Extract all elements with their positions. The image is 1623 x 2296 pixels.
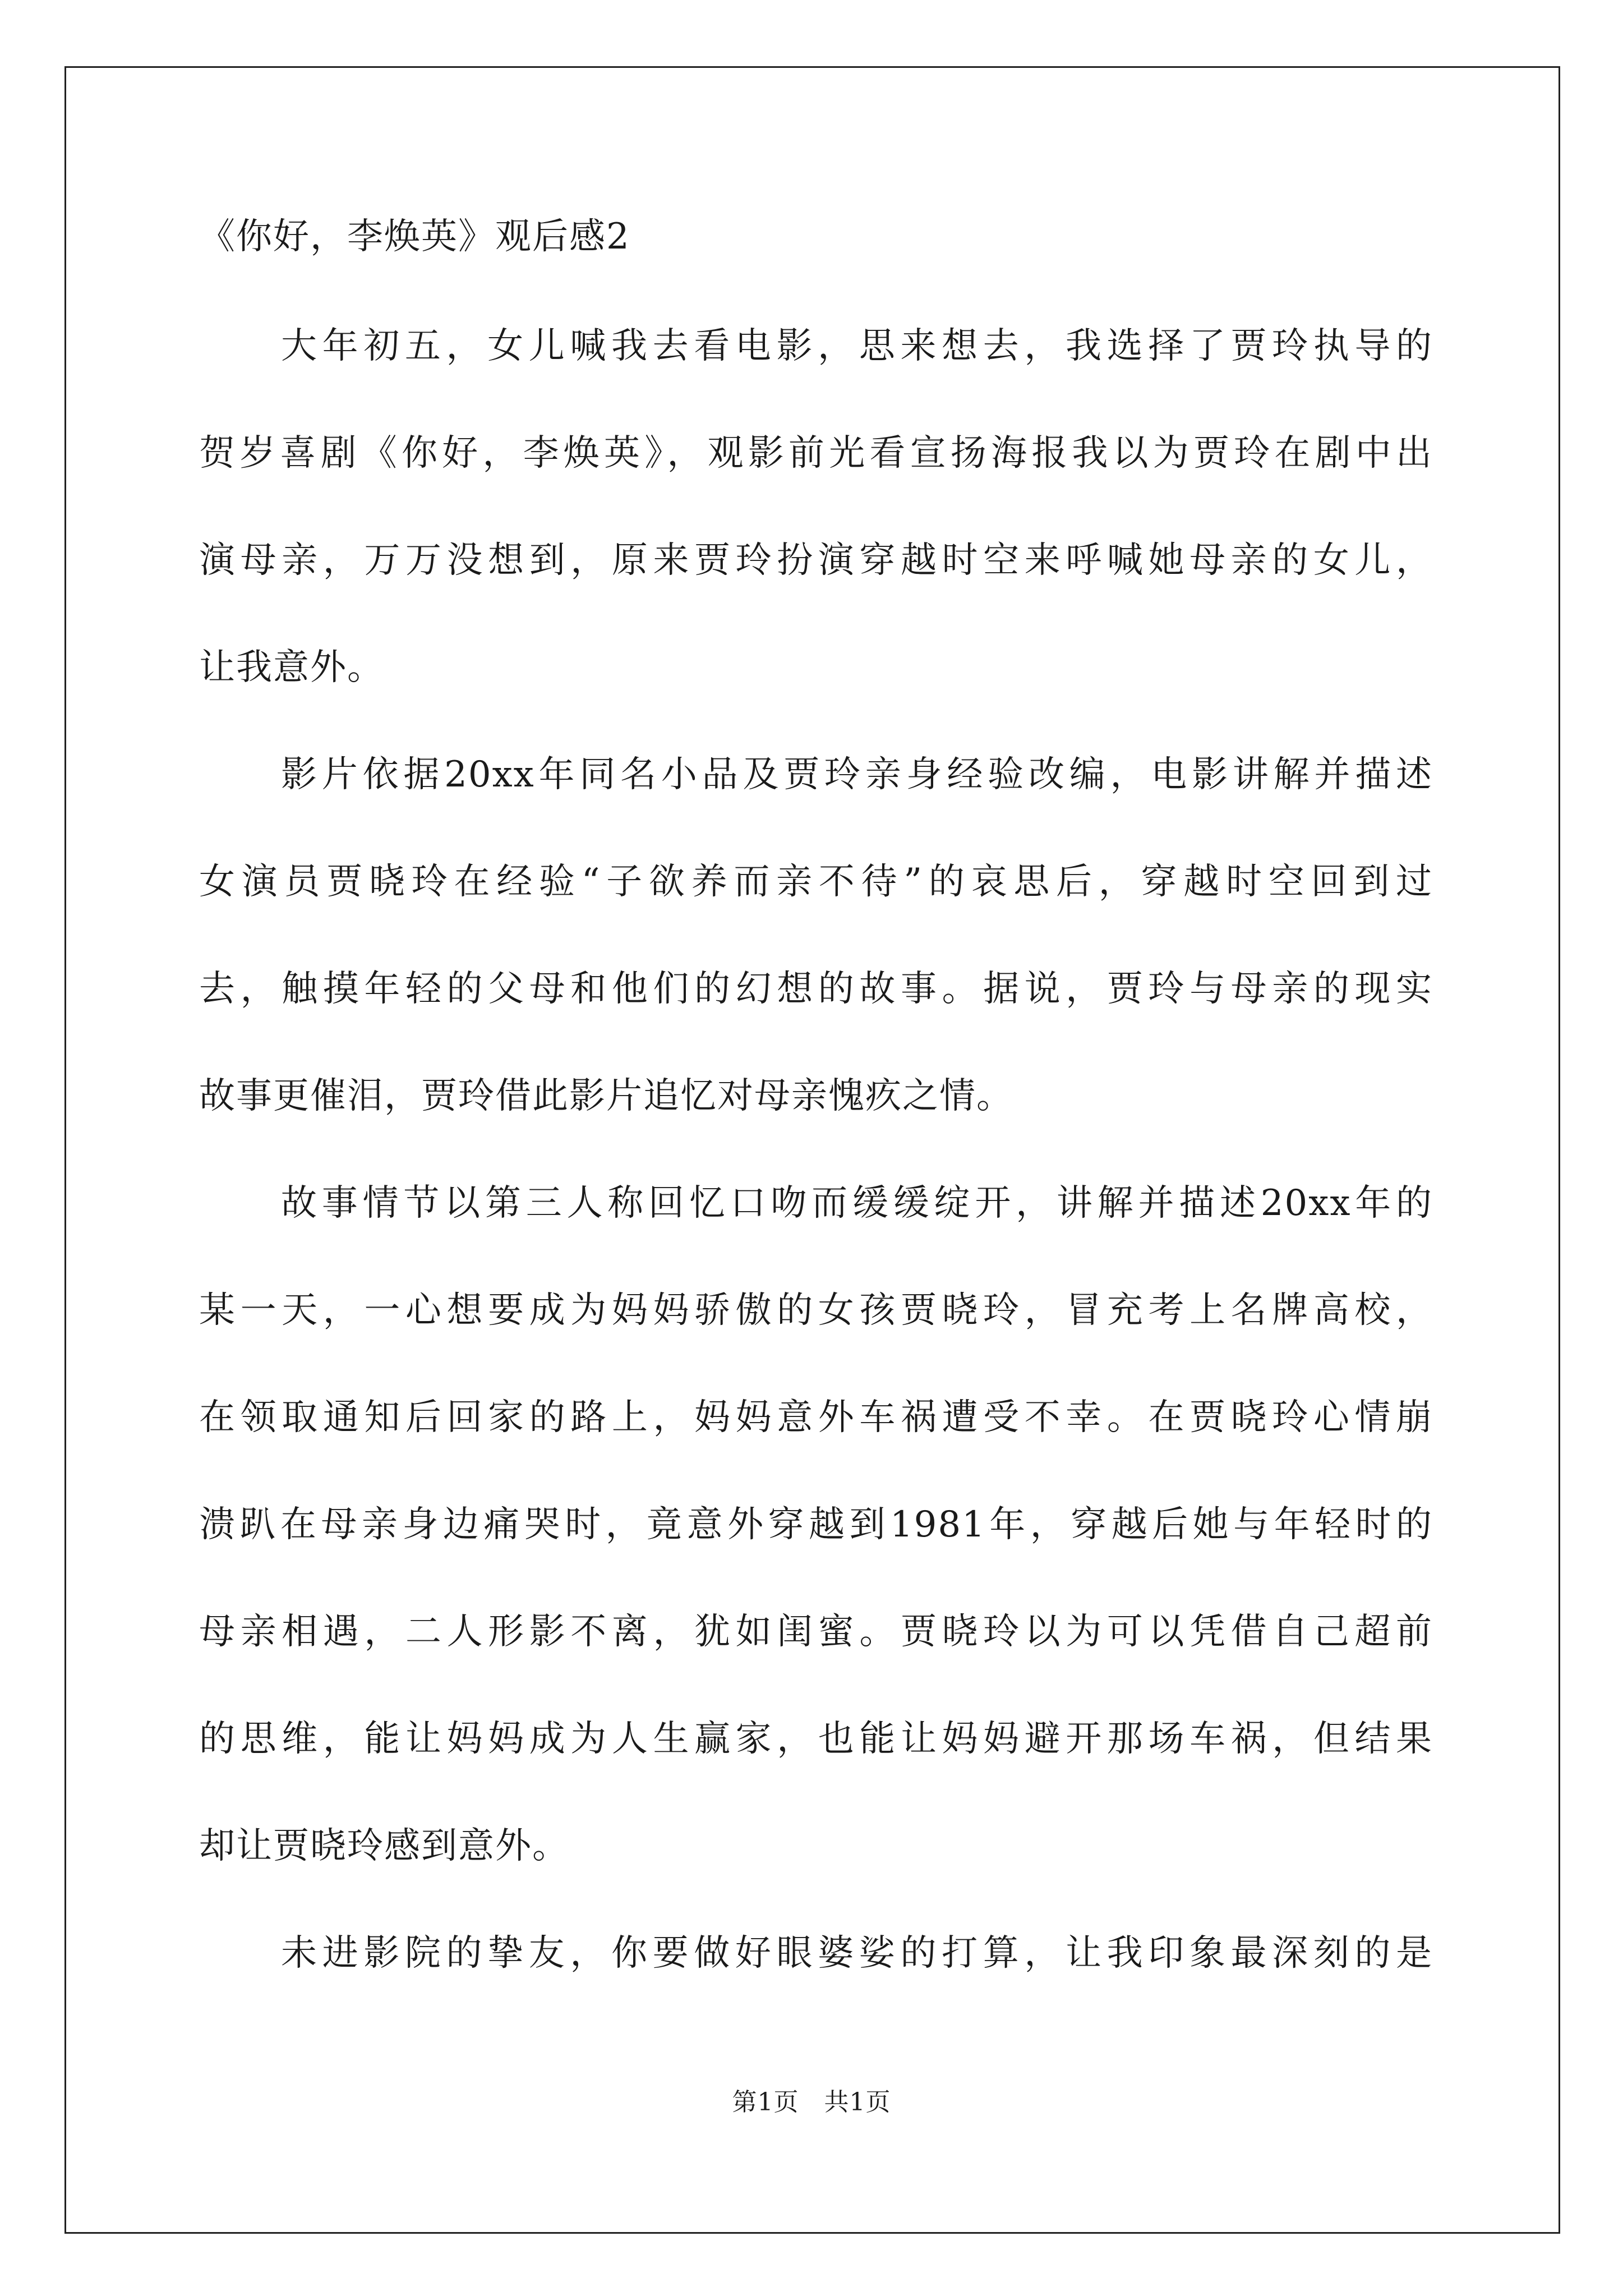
page-footer: 第1页 共1页 bbox=[732, 2088, 891, 2116]
paragraph-line: 溃趴在母亲身边痛哭时，竟意外穿越到1981年，穿越后她与年轻时的 bbox=[199, 1504, 1433, 1545]
paragraph-line: 贺岁喜剧《你好，李焕英》，观影前光看宣扬海报我以为贾玲在剧中出 bbox=[199, 432, 1433, 474]
paragraph-1 bbox=[199, 319, 1433, 694]
paragraph-line: 影片依据20xx年同名小品及贾玲亲身经验改编，电影讲解并描述 bbox=[281, 754, 1433, 795]
paragraph-line: 故事更催泪，贾玲借此影片追忆对母亲愧疚之情。 bbox=[199, 1075, 1013, 1117]
paragraph-line: 让我意外。 bbox=[199, 647, 384, 688]
paragraph-line: 大年初五，女儿喊我去看电影，思来想去，我选择了贾玲执导的 bbox=[281, 325, 1433, 367]
paragraph-line: 去，触摸年轻的父母和他们的幻想的故事。据说，贾玲与母亲的现实 bbox=[199, 968, 1433, 1010]
paragraph-3 bbox=[199, 1176, 1433, 1873]
paragraph-line: 演母亲，万万没想到，原来贾玲扮演穿越时空来呼喊她母亲的女儿， bbox=[199, 540, 1433, 581]
paragraph-line: 母亲相遇，二人形影不离，犹如闺蜜。贾晓玲以为可以凭借自己超前 bbox=[199, 1611, 1433, 1653]
paragraph-4 bbox=[199, 1926, 1433, 1980]
paragraph-line: 女演员贾晓玲在经验“子欲养而亲不待”的哀思后，穿越时空回到过 bbox=[199, 861, 1433, 903]
paragraph-line: 未进影院的挚友，你要做好眼婆娑的打算，让我印象最深刻的是 bbox=[281, 1932, 1433, 1974]
paragraph-line: 在领取通知后回家的路上，妈妈意外车祸遭受不幸。在贾晓玲心情崩 bbox=[199, 1397, 1433, 1438]
paragraph-2 bbox=[199, 748, 1433, 1123]
paragraph-line: 故事情节以第三人称回忆口吻而缓缓绽开，讲解并描述20xx年的 bbox=[281, 1182, 1433, 1224]
document-body bbox=[199, 214, 1433, 2033]
document-title: 《你好，李焕英》观后感2 bbox=[199, 216, 630, 257]
paragraph-line: 却让贾晓玲感到意外。 bbox=[199, 1825, 569, 1867]
paragraph-line: 某一天，一心想要成为妈妈骄傲的女孩贾晓玲，冒充考上名牌高校， bbox=[199, 1290, 1433, 1331]
paragraph-line: 的思维，能让妈妈成为人生赢家，也能让妈妈避开那场车祸，但结果 bbox=[199, 1718, 1433, 1760]
